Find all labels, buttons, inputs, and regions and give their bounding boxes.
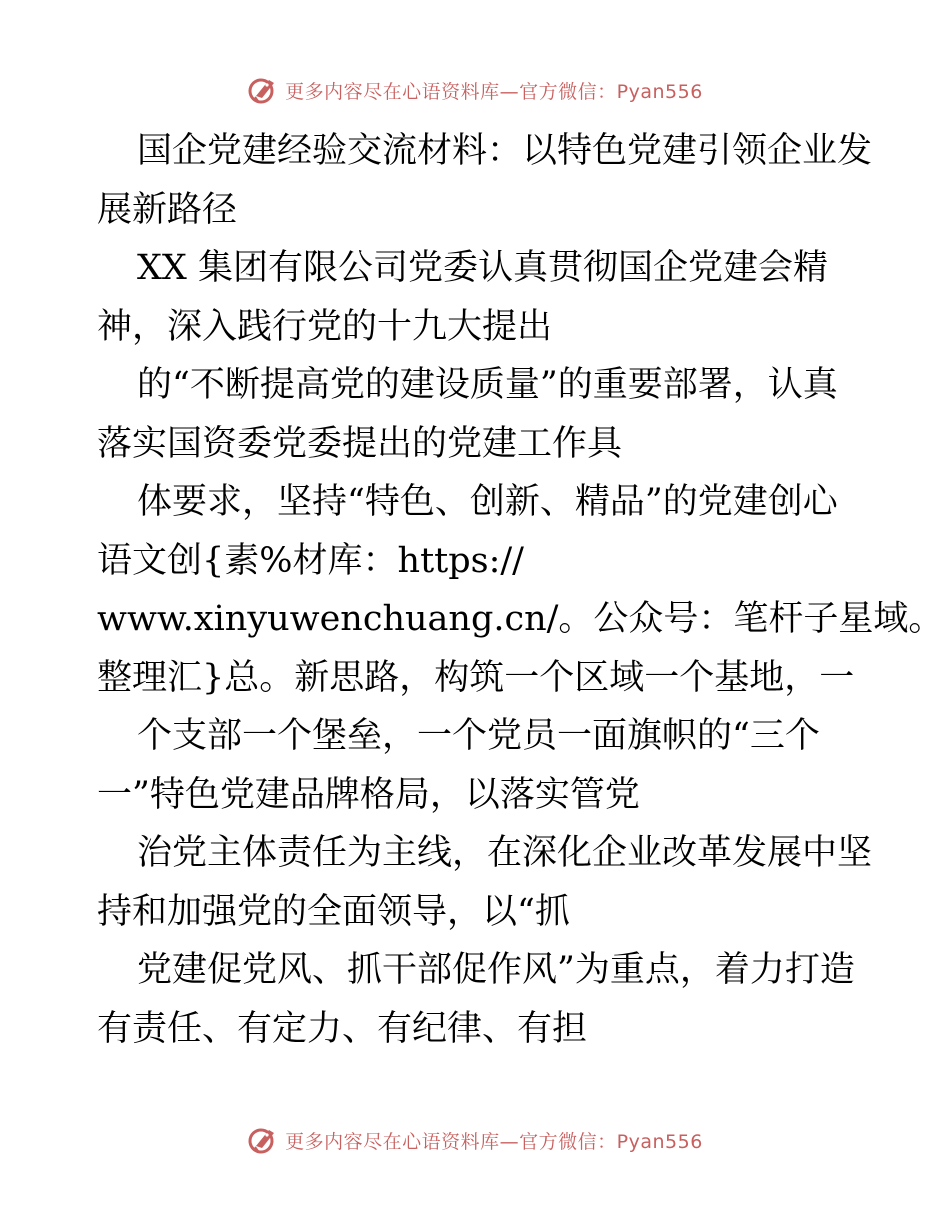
body-line: 国企党建经验交流材料：以特色党建引领企业发: [137, 131, 873, 171]
page-header-watermark: [0, 70, 950, 110]
page-footer-watermark: [0, 1120, 950, 1160]
body-line: 展新路径: [97, 189, 238, 230]
body-line: 语文创{素%材库：https://: [97, 540, 524, 581]
body-line: 治党主体责任为主线，在深化企业改革发展中坚: [137, 833, 873, 873]
body-line: 整理汇}总。新思路，构筑一个区域一个基地，一: [97, 657, 855, 698]
header-watermark-text: 更多内容尽在心语资料库—官方微信：Pyan556: [285, 80, 703, 103]
body-line: 持和加强党的全面领导，以“抓: [97, 891, 570, 932]
body-line: 落实国资委党委提出的党建工作具: [97, 423, 623, 464]
body-line: 个支部一个堡垒，一个党员一面旗帜的“三个: [137, 716, 820, 756]
pen-nib-circle-icon: [247, 74, 279, 106]
body-line: 体要求，坚持“特色、创新、精品”的党建创心: [137, 482, 838, 522]
footer-watermark-text: 更多内容尽在心语资料库—官方微信：Pyan556: [285, 1130, 703, 1153]
body-line: 神，深入践行党的十九大提出: [97, 306, 553, 347]
body-line: www.xinyuwenchuang.cn/。公众号：笔杆子星域。: [97, 599, 944, 639]
watermark-brand: [247, 74, 703, 106]
pen-nib-circle-icon: [247, 1124, 279, 1156]
body-line: 党建促党风、抓干部促作风”为重点，着力打造: [137, 950, 855, 990]
body-line: 一”特色党建品牌格局，以落实管党: [97, 774, 640, 815]
body-line: XX 集团有限公司党委认真贯彻国企党建会精: [137, 248, 828, 288]
document-body: [97, 122, 944, 1058]
body-line: 有责任、有定力、有纪律、有担: [97, 1008, 588, 1049]
body-line: 的“不断提高党的建设质量”的重要部署，认真: [137, 365, 838, 405]
watermark-brand: [247, 1124, 703, 1156]
